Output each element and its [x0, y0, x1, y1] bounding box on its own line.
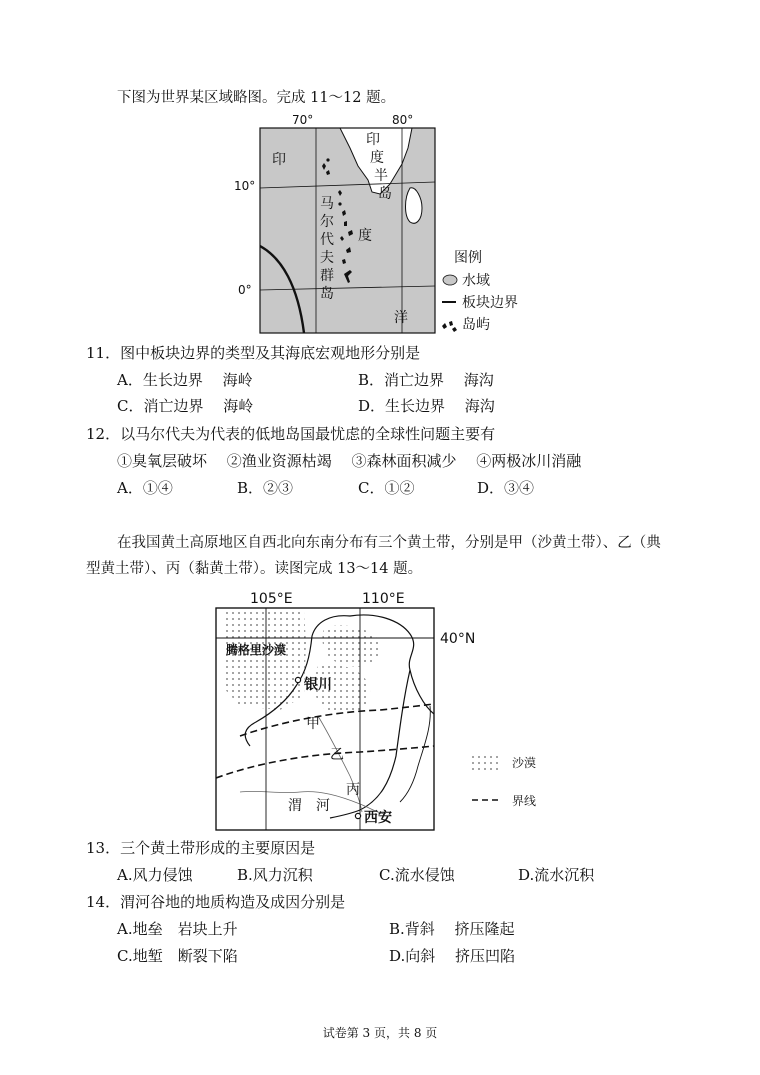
islands-char-4: 夫	[320, 250, 334, 266]
lat-40n-label: 40°N	[440, 631, 476, 647]
q12-items: ①臭氧层破坏 ②渔业资源枯竭 ③森林面积减少 ④两极冰川消融	[117, 452, 582, 470]
legend-water-swatch	[443, 275, 457, 285]
legend-title: 图例	[454, 250, 482, 266]
label-du: 度	[358, 228, 372, 244]
legend-desert-label: 沙漠	[512, 756, 537, 770]
legend-boundary-label: 界线	[512, 794, 537, 808]
q12-option-a: A．①④	[117, 479, 173, 497]
zone-yi-label: 乙	[330, 747, 344, 763]
q13-option-c: C.流水侵蚀	[379, 866, 455, 884]
q11-stem: 11．图中板块边界的类型及其海底宏观地形分别是	[86, 344, 421, 362]
peninsula-char-4: 岛	[378, 186, 392, 202]
zone-jia-label: 甲	[306, 716, 320, 732]
q11-option-c: C．消亡边界 海岭	[117, 397, 254, 415]
intro-text-1: 下图为世界某区域略图。完成 11～12 题。	[117, 90, 396, 106]
islands-char-3: 代	[320, 232, 334, 248]
q11-option-d: D．生长边界 海沟	[358, 397, 495, 415]
q11-option-b: B．消亡边界 海沟	[358, 371, 494, 389]
zone-bing-label: 丙	[346, 782, 360, 798]
yinchuan-label: 银川	[304, 677, 332, 693]
tengger-desert-area	[222, 612, 306, 710]
q14-option-a: A.地垒 岩块上升	[117, 920, 238, 938]
lon-105e-label: 105°E	[250, 591, 293, 607]
q14-option-b: B.背斜 挤压隆起	[389, 920, 515, 938]
lon-70-label: 70°	[292, 113, 314, 127]
legend-water-label: 水域	[462, 273, 490, 289]
q12-option-d: D．③④	[477, 479, 535, 497]
q14-option-c: C.地堑 断裂下陷	[117, 947, 238, 965]
intro-text-2-line1: 在我国黄土高原地区自西北向东南分布有三个黄土带，分别是甲（沙黄土带）、乙（典	[117, 535, 661, 551]
legend-desert-swatch	[472, 754, 500, 770]
q14-option-d: D.向斜 挤压凹陷	[389, 947, 516, 965]
yinchuan-marker	[295, 677, 300, 682]
q12-stem: 12．以马尔代夫为代表的低地岛国最忧虑的全球性问题主要有	[86, 425, 496, 443]
lon-110e-label: 110°E	[362, 591, 405, 607]
indian-ocean-map	[230, 108, 540, 338]
loess-plateau-map	[200, 586, 560, 831]
islands-char-1: 马	[320, 196, 334, 212]
page-footer: 试卷第 3 页，共 8 页	[322, 1026, 438, 1040]
xian-marker	[355, 813, 360, 818]
peninsula-char-1: 印	[366, 132, 380, 148]
xian-label: 西安	[364, 810, 392, 826]
legend-island-swatch	[442, 321, 457, 332]
q13-option-b: B.风力沉积	[237, 866, 313, 884]
peninsula-char-3: 半	[374, 168, 388, 184]
islands-char-2: 尔	[320, 214, 334, 230]
q11-option-a: A．生长边界 海岭	[117, 371, 253, 389]
q13-stem: 13．三个黄土带形成的主要原因是	[86, 839, 316, 857]
islands-char-5: 群	[320, 268, 334, 284]
q12-option-b: B．②③	[237, 479, 294, 497]
peninsula-char-2: 度	[370, 150, 384, 166]
legend-plate-label: 板块边界	[462, 295, 518, 311]
lon-80-label: 80°	[392, 113, 414, 127]
legend-island-label: 岛屿	[462, 317, 490, 333]
label-yang: 洋	[394, 310, 408, 326]
intro-text-2-line2: 型黄土带）、丙（黏黄土带）。读图完成 13～14 题。	[86, 561, 423, 577]
map1-water-bg	[260, 128, 435, 333]
q12-option-c: C．①②	[358, 479, 415, 497]
q14-stem: 14．渭河谷地的地质构造及成因分别是	[86, 893, 346, 911]
q13-option-d: D.流水沉积	[518, 866, 595, 884]
label-yin: 印	[272, 152, 286, 168]
tengger-desert-label: 腾格里沙漠	[226, 643, 287, 657]
lat-0-label: 0°	[238, 283, 252, 297]
islands-char-6: 岛	[320, 286, 334, 302]
wei-river-label: 渭 河	[288, 798, 330, 814]
q13-option-a: A.风力侵蚀	[117, 866, 193, 884]
lat-10-label: 10°	[234, 179, 256, 193]
